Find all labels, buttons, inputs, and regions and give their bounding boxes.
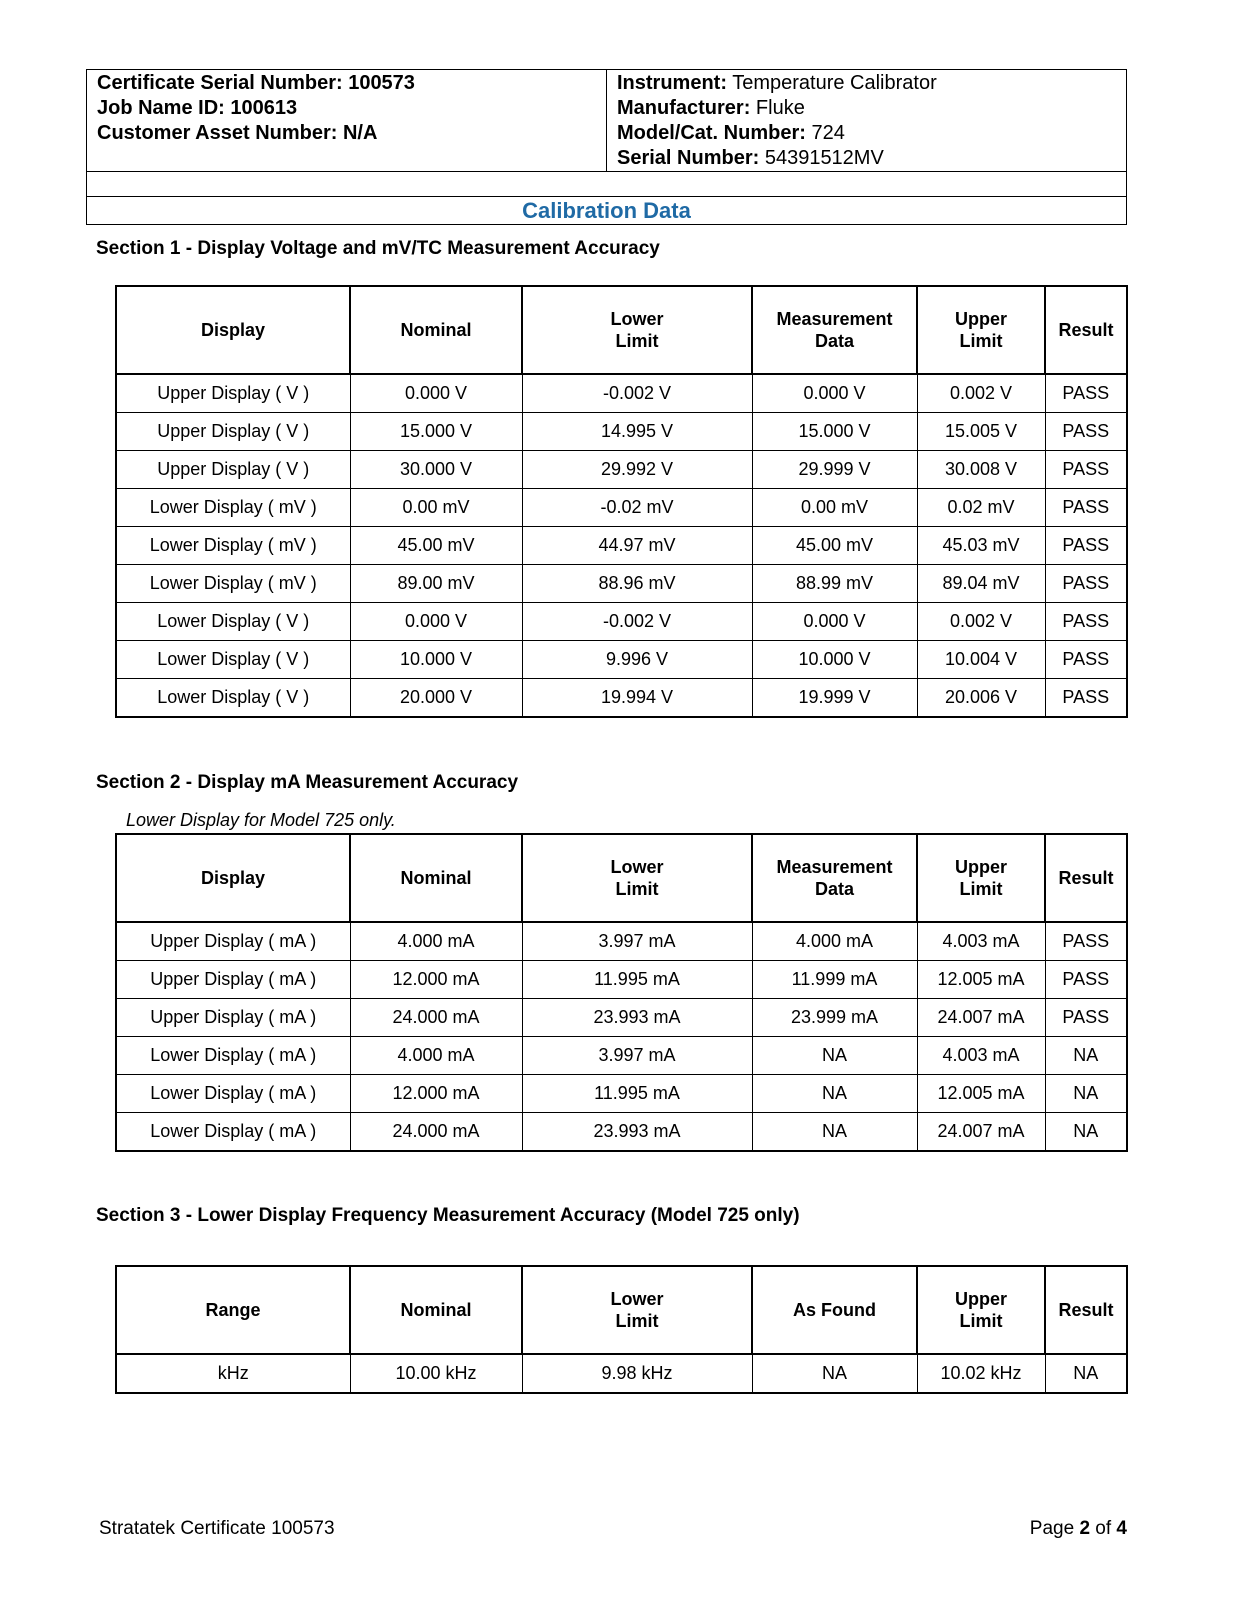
- table-cell: 11.995 mA: [522, 1075, 752, 1113]
- table-cell: PASS: [1045, 565, 1127, 603]
- table-cell: 23.999 mA: [752, 999, 917, 1037]
- table-cell: 12.000 mA: [350, 1075, 522, 1113]
- column-header: Lower Limit: [522, 834, 752, 922]
- column-header: Result: [1045, 1266, 1127, 1354]
- table-cell: NA: [1045, 1037, 1127, 1075]
- table-cell: 89.00 mV: [350, 565, 522, 603]
- table-cell: Upper Display ( mA ): [116, 999, 350, 1037]
- section-1-title: Section 1 - Display Voltage and mV/TC Measurement Accuracy: [96, 238, 660, 259]
- table-cell: 4.003 mA: [917, 922, 1045, 961]
- table-cell: Lower Display ( mV ): [116, 489, 350, 527]
- table-cell: Lower Display ( mA ): [116, 1037, 350, 1075]
- table-cell: 20.006 V: [917, 679, 1045, 718]
- column-header: As Found: [752, 1266, 917, 1354]
- table-cell: Lower Display ( mV ): [116, 527, 350, 565]
- table-cell: Lower Display ( mA ): [116, 1113, 350, 1152]
- table-cell: Lower Display ( mV ): [116, 565, 350, 603]
- table-cell: 12.000 mA: [350, 961, 522, 999]
- column-header: Display: [116, 286, 350, 374]
- column-header: Measurement Data: [752, 834, 917, 922]
- table-cell: kHz: [116, 1354, 350, 1393]
- table-cell: 3.997 mA: [522, 1037, 752, 1075]
- model-number: Model/Cat. Number: 724: [617, 122, 845, 144]
- table-cell: PASS: [1045, 489, 1127, 527]
- section-3-table: [115, 1265, 1128, 1394]
- column-header: Nominal: [350, 286, 522, 374]
- column-header: Measurement Data: [752, 286, 917, 374]
- table-cell: 29.992 V: [522, 451, 752, 489]
- section-2-title: Section 2 - Display mA Measurement Accuracy: [96, 772, 519, 793]
- table-cell: PASS: [1045, 413, 1127, 451]
- table-cell: 19.994 V: [522, 679, 752, 718]
- table-cell: 45.00 mV: [350, 527, 522, 565]
- table-cell: 4.003 mA: [917, 1037, 1045, 1075]
- table-cell: -0.002 V: [522, 603, 752, 641]
- table-row: [116, 374, 1127, 413]
- table-row: [116, 527, 1127, 565]
- table-cell: 24.000 mA: [350, 1113, 522, 1152]
- table-cell: 12.005 mA: [917, 1075, 1045, 1113]
- table-cell: NA: [752, 1075, 917, 1113]
- table-cell: PASS: [1045, 451, 1127, 489]
- table-row: [116, 1037, 1127, 1075]
- table-cell: Lower Display ( V ): [116, 603, 350, 641]
- table-cell: NA: [752, 1354, 917, 1393]
- table-cell: 0.000 V: [752, 603, 917, 641]
- table-cell: Upper Display ( V ): [116, 451, 350, 489]
- serial-number: Serial Number: 54391512MV: [617, 147, 884, 169]
- table-row: [116, 489, 1127, 527]
- column-header: Range: [116, 1266, 350, 1354]
- table-row: [116, 451, 1127, 489]
- table-cell: 0.002 V: [917, 374, 1045, 413]
- certificate-info: [87, 70, 607, 171]
- table-cell: 10.000 V: [350, 641, 522, 679]
- table-cell: 45.00 mV: [752, 527, 917, 565]
- table-cell: 24.007 mA: [917, 999, 1045, 1037]
- table-cell: 23.993 mA: [522, 999, 752, 1037]
- table-cell: 24.007 mA: [917, 1113, 1045, 1152]
- section-2-note: Lower Display for Model 725 only.: [126, 810, 396, 830]
- table-cell: 0.002 V: [917, 603, 1045, 641]
- table-row: [116, 565, 1127, 603]
- table-cell: 14.995 V: [522, 413, 752, 451]
- table-cell: PASS: [1045, 374, 1127, 413]
- table-cell: PASS: [1045, 603, 1127, 641]
- certificate-serial-number: Certificate Serial Number: 100573: [97, 72, 415, 94]
- table-cell: 15.005 V: [917, 413, 1045, 451]
- header-spacer-row: [87, 172, 1126, 197]
- instrument-info: [607, 70, 1126, 171]
- column-header: Upper Limit: [917, 834, 1045, 922]
- customer-asset-number: Customer Asset Number: N/A: [97, 122, 378, 144]
- table-row: [116, 999, 1127, 1037]
- table-row: [116, 1113, 1127, 1152]
- calibration-data-title: Calibration Data: [522, 198, 691, 223]
- table-cell: Lower Display ( V ): [116, 679, 350, 718]
- table-header-row: [116, 834, 1127, 922]
- page-number: Page 2 of 4: [1029, 1518, 1127, 1539]
- table-row: [116, 1354, 1127, 1393]
- column-header: Upper Limit: [917, 1266, 1045, 1354]
- table-cell: 20.000 V: [350, 679, 522, 718]
- table-cell: NA: [1045, 1354, 1127, 1393]
- table-cell: 0.000 V: [350, 374, 522, 413]
- table-cell: 88.99 mV: [752, 565, 917, 603]
- table-cell: 15.000 V: [350, 413, 522, 451]
- footer-certificate: Stratatek Certificate 100573: [99, 1518, 335, 1539]
- table-cell: PASS: [1045, 679, 1127, 718]
- table-cell: -0.02 mV: [522, 489, 752, 527]
- table-cell: 0.000 V: [752, 374, 917, 413]
- table-header-row: [116, 1266, 1127, 1354]
- table-cell: NA: [1045, 1075, 1127, 1113]
- column-header: Result: [1045, 286, 1127, 374]
- table-cell: 30.000 V: [350, 451, 522, 489]
- table-cell: 10.00 kHz: [350, 1354, 522, 1393]
- column-header: Upper Limit: [917, 286, 1045, 374]
- table-cell: 11.999 mA: [752, 961, 917, 999]
- certificate-header: [86, 69, 1127, 225]
- table-row: [116, 1075, 1127, 1113]
- table-cell: -0.002 V: [522, 374, 752, 413]
- column-header: Result: [1045, 834, 1127, 922]
- table-row: [116, 961, 1127, 999]
- table-cell: Upper Display ( V ): [116, 413, 350, 451]
- column-header: Lower Limit: [522, 1266, 752, 1354]
- table-cell: 29.999 V: [752, 451, 917, 489]
- table-cell: 9.996 V: [522, 641, 752, 679]
- table-cell: 15.000 V: [752, 413, 917, 451]
- table-cell: Upper Display ( mA ): [116, 922, 350, 961]
- table-cell: 88.96 mV: [522, 565, 752, 603]
- table-cell: NA: [752, 1113, 917, 1152]
- table-cell: Lower Display ( V ): [116, 641, 350, 679]
- table-cell: 19.999 V: [752, 679, 917, 718]
- table-cell: 11.995 mA: [522, 961, 752, 999]
- table-cell: 10.02 kHz: [917, 1354, 1045, 1393]
- section-1-table: [115, 285, 1128, 718]
- table-cell: NA: [752, 1037, 917, 1075]
- section-2-table: [115, 833, 1128, 1152]
- job-name-id: Job Name ID: 100613: [97, 97, 298, 119]
- table-row: [116, 641, 1127, 679]
- table-cell: 89.04 mV: [917, 565, 1045, 603]
- table-cell: 44.97 mV: [522, 527, 752, 565]
- table-cell: 45.03 mV: [917, 527, 1045, 565]
- table-cell: 4.000 mA: [350, 922, 522, 961]
- column-header: Nominal: [350, 1266, 522, 1354]
- table-cell: 23.993 mA: [522, 1113, 752, 1152]
- table-row: [116, 922, 1127, 961]
- table-cell: 10.000 V: [752, 641, 917, 679]
- table-cell: 4.000 mA: [350, 1037, 522, 1075]
- table-cell: 0.00 mV: [350, 489, 522, 527]
- table-cell: 3.997 mA: [522, 922, 752, 961]
- table-cell: 10.004 V: [917, 641, 1045, 679]
- table-cell: NA: [1045, 1113, 1127, 1152]
- table-cell: Lower Display ( mA ): [116, 1075, 350, 1113]
- table-cell: PASS: [1045, 527, 1127, 565]
- column-header: Lower Limit: [522, 286, 752, 374]
- table-cell: 9.98 kHz: [522, 1354, 752, 1393]
- column-header: Nominal: [350, 834, 522, 922]
- table-cell: 0.00 mV: [752, 489, 917, 527]
- table-row: [116, 413, 1127, 451]
- section-3-title: Section 3 - Lower Display Frequency Measurement Accuracy (Model 725 only): [96, 1205, 800, 1226]
- instrument: Instrument: Temperature Calibrator: [617, 72, 937, 94]
- table-cell: 0.02 mV: [917, 489, 1045, 527]
- table-cell: PASS: [1045, 641, 1127, 679]
- table-cell: 30.008 V: [917, 451, 1045, 489]
- table-cell: Upper Display ( mA ): [116, 961, 350, 999]
- table-row: [116, 603, 1127, 641]
- table-cell: 12.005 mA: [917, 961, 1045, 999]
- table-cell: PASS: [1045, 961, 1127, 999]
- table-header-row: [116, 286, 1127, 374]
- table-cell: Upper Display ( V ): [116, 374, 350, 413]
- table-cell: 0.000 V: [350, 603, 522, 641]
- table-cell: PASS: [1045, 999, 1127, 1037]
- manufacturer: Manufacturer: Fluke: [617, 97, 805, 119]
- table-cell: 4.000 mA: [752, 922, 917, 961]
- table-cell: PASS: [1045, 922, 1127, 961]
- table-cell: 24.000 mA: [350, 999, 522, 1037]
- column-header: Display: [116, 834, 350, 922]
- table-row: [116, 679, 1127, 718]
